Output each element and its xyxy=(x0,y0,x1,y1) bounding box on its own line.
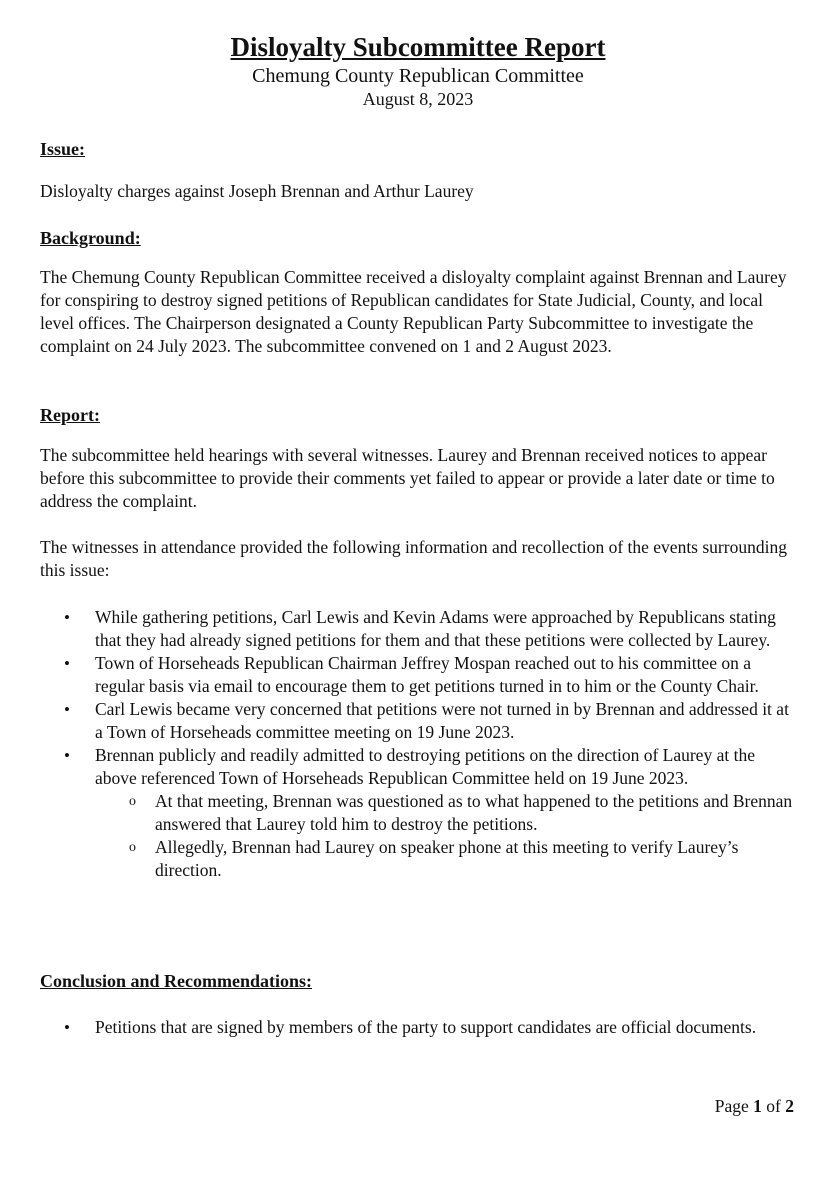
report-paragraph-1: The subcommittee held hearings with several witnesses. Laurey and Brennan received notices to appear before this subcommittee to provide their comments yet failed to appear or provide a later date or time to address the complaint. xyxy=(40,445,775,511)
meeting-details-sublist xyxy=(95,790,800,882)
sub-list-item xyxy=(95,836,800,882)
bullet-icon: • xyxy=(64,746,70,765)
report-title: Disloyalty Subcommittee Report xyxy=(230,32,606,62)
page-total: 2 xyxy=(785,1096,794,1116)
bullet-icon: • xyxy=(64,654,70,673)
sub-bullet-icon: o xyxy=(129,840,136,855)
list-item xyxy=(40,606,800,652)
bullet-icon: • xyxy=(64,1018,70,1037)
page-prefix: Page xyxy=(714,1096,754,1116)
witness-statements-list xyxy=(40,606,800,882)
bullet-icon: • xyxy=(64,700,70,719)
list-item xyxy=(40,698,800,744)
bullet-icon: • xyxy=(64,608,70,627)
sub-bullet-icon: o xyxy=(129,794,136,809)
list-item-text: Petitions that are signed by members of the party to support candidates are official documents. xyxy=(95,1017,757,1037)
sub-list-item-text: At that meeting, Brennan was questioned as to what happened to the petitions and Brennan answered that Laurey told him to destroy the petitions. xyxy=(155,791,793,834)
sub-list-item xyxy=(95,790,800,836)
report-date: August 8, 2023 xyxy=(362,89,474,109)
background-heading: Background: xyxy=(40,228,141,248)
sub-list-item-text: Allegedly, Brennan had Laurey on speaker phone at this meeting to verify Laurey’s direction. xyxy=(155,837,739,880)
issue-text: Disloyalty charges against Joseph Brennan and Arthur Laurey xyxy=(40,181,474,201)
report-heading: Report: xyxy=(40,405,100,425)
organization-name: Chemung County Republican Committee xyxy=(252,65,584,87)
list-item xyxy=(40,1016,800,1039)
list-item xyxy=(40,744,800,882)
conclusion-heading: Conclusion and Recommendations: xyxy=(40,971,313,991)
page-number xyxy=(715,1095,794,1117)
issue-heading: Issue: xyxy=(40,139,86,159)
report-paragraph-2: The witnesses in attendance provided the following information and recollection of the events surrounding this issue: xyxy=(40,537,787,580)
list-item xyxy=(40,652,800,698)
list-item-text: Town of Horseheads Republican Chairman Jeffrey Mospan reached out to his committee on a regular basis via email to encourage them to get petitions turned in to him or the County Chair. xyxy=(95,653,759,696)
page-current: 1 xyxy=(753,1096,762,1116)
conclusion-list xyxy=(40,1016,800,1039)
list-item-text: Brennan publicly and readily admitted to destroying petitions on the direction of Laurey at the above referenced Town of Horseheads Republican Committee held on 19 June 2023. xyxy=(95,745,755,788)
list-item-text: While gathering petitions, Carl Lewis and Kevin Adams were approached by Republicans stating that they had already signed petitions for them and that these petitions were collected by Laurey. xyxy=(95,607,776,650)
list-item-text: Carl Lewis became very concerned that petitions were not turned in by Brennan and addressed it at a Town of Horseheads committee meeting on 19 June 2023. xyxy=(95,699,789,742)
page-of: of xyxy=(761,1096,786,1116)
background-text: The Chemung County Republican Committee received a disloyalty complaint against Brennan and Laurey for conspiring to destroy signed petitions of Republican candidates for State Judicial, County, and local level offices. The Chairperson designated a County Republican Party Subcommittee to investigate the complaint on 24 July 2023. The subcommittee convened on 1 and 2 August 2023. xyxy=(40,267,787,356)
